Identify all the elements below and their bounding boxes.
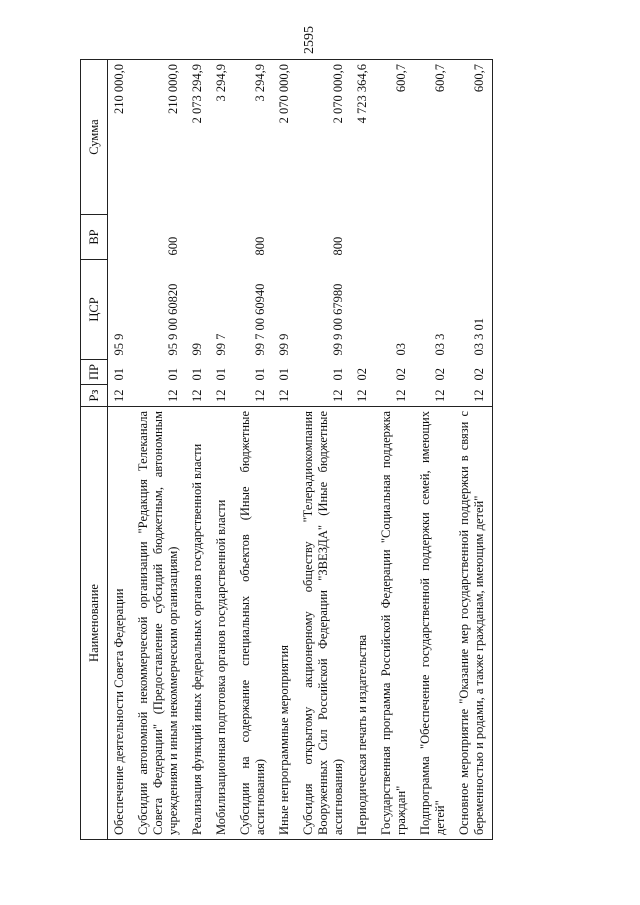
row-vr — [453, 215, 493, 260]
row-csr: 99 7 — [214, 333, 228, 356]
row-vr — [108, 215, 133, 260]
row-sum: 2 073 294,9 — [186, 60, 210, 215]
row-vr: 800 — [331, 236, 345, 256]
row-name: Подпрограмма "Обеспечение государственной поддержки семей, имеющих детей" — [414, 407, 453, 840]
row-rz: 12 — [214, 389, 228, 402]
row-rz: 12 — [433, 389, 447, 402]
row-sum: 210 000,0 — [108, 60, 133, 215]
row-sum: 2 070 000,0 — [297, 60, 351, 215]
row-vr — [186, 215, 210, 260]
row-pr: 01 — [190, 368, 204, 381]
row-pr: 02 — [355, 368, 369, 381]
table-header-row — [81, 60, 108, 840]
table-row — [273, 60, 297, 840]
table-row — [375, 60, 414, 840]
table-row — [186, 60, 210, 840]
row-rz: 12 — [166, 389, 180, 402]
row-rz: 12 — [253, 389, 267, 402]
row-rz: 12 — [112, 389, 126, 402]
table-row — [234, 60, 273, 840]
row-csr: 99 9 00 67980 — [331, 283, 345, 356]
row-name: Реализация функций иных федеральных органов государственной власти — [186, 407, 210, 840]
row-csr: 99 7 00 60940 — [253, 283, 267, 356]
row-pr: 01 — [331, 368, 345, 381]
row-name: Субсидия открытому акционерному обществу "Телерадиокомпания Вооруженных Сил Российской Федерации "ЗВЕЗДА" (Иные бюджетные ассигнования) — [297, 407, 351, 840]
row-vr — [375, 215, 414, 260]
header-sum: Сумма — [81, 60, 108, 215]
row-name: Государственная программа Российской Федерации "Социальная поддержка граждан" — [375, 407, 414, 840]
row-pr: 02 — [433, 368, 447, 381]
row-sum: 600,7 — [414, 60, 453, 215]
row-csr: 03 3 — [433, 333, 447, 356]
row-rz: 12 — [394, 389, 408, 402]
header-csr: ЦСР — [81, 260, 108, 360]
row-vr — [414, 215, 453, 260]
row-vr: 800 — [253, 236, 267, 256]
budget-table — [80, 59, 493, 840]
row-name: Периодическая печать и издательства — [351, 407, 375, 840]
row-pr: 02 — [453, 360, 493, 385]
row-name: Субсидии автономной некоммерческой организации "Редакция Телеканала Совета Федерации" (Предоставление субсидий бюджетным, автономным учреждениям и иным некоммерческим организациям) — [132, 407, 186, 840]
row-sum: 4 723 364,6 — [351, 60, 375, 215]
row-csr: 95 9 00 60820 — [166, 283, 180, 356]
table-row — [132, 60, 186, 840]
table-row — [414, 60, 453, 840]
table-row — [297, 60, 351, 840]
row-pr: 01 — [214, 368, 228, 381]
row-pr: 02 — [394, 368, 408, 381]
row-vr — [210, 215, 234, 260]
row-name: Иные непрограммные мероприятия — [273, 407, 297, 840]
row-name: Мобилизационная подготовка органов государственной власти — [210, 407, 234, 840]
row-name: Обеспечение деятельности Совета Федерации — [108, 407, 133, 840]
row-rz: 12 — [277, 389, 291, 402]
header-rz: Рз — [81, 385, 108, 407]
row-csr: 03 3 01 — [453, 260, 493, 360]
row-pr: 01 — [166, 368, 180, 381]
row-csr: 99 — [190, 343, 204, 356]
table-row — [108, 60, 133, 840]
row-sum: 3 294,9 — [210, 60, 234, 215]
row-pr: 01 — [253, 368, 267, 381]
row-sum: 600,7 — [375, 60, 414, 215]
row-name: Субсидии на содержание специальных объектов (Иные бюджетные ассигнования) — [234, 407, 273, 840]
table-row — [210, 60, 234, 840]
row-pr: 01 — [277, 368, 291, 381]
header-vr: ВР — [81, 215, 108, 260]
row-name: Основное мероприятие "Оказание мер государственной поддержки в связи с беременностью и родами, а также гражданам, имеющим детей" — [453, 407, 493, 840]
row-csr: 95 9 — [112, 333, 126, 356]
row-sum: 600,7 — [453, 60, 493, 215]
row-rz: 12 — [190, 389, 204, 402]
header-pr: ПР — [81, 360, 108, 385]
row-csr: 99 9 — [277, 333, 291, 356]
table-row — [351, 60, 375, 840]
table-row — [453, 60, 493, 840]
row-csr — [351, 260, 375, 360]
row-vr — [351, 215, 375, 260]
row-pr: 01 — [112, 368, 126, 381]
row-vr — [273, 215, 297, 260]
row-rz: 12 — [331, 389, 345, 402]
header-name: Наименование — [81, 407, 108, 840]
row-sum: 2 070 000,0 — [273, 60, 297, 215]
row-vr: 600 — [166, 236, 180, 256]
row-csr: 03 — [394, 343, 408, 356]
page-number: 2595 — [302, 26, 317, 54]
row-rz: 12 — [453, 385, 493, 407]
row-sum: 3 294,9 — [234, 60, 273, 215]
row-rz: 12 — [355, 389, 369, 402]
budget-table-rotated — [80, 60, 580, 840]
row-sum: 210 000,0 — [132, 60, 186, 215]
